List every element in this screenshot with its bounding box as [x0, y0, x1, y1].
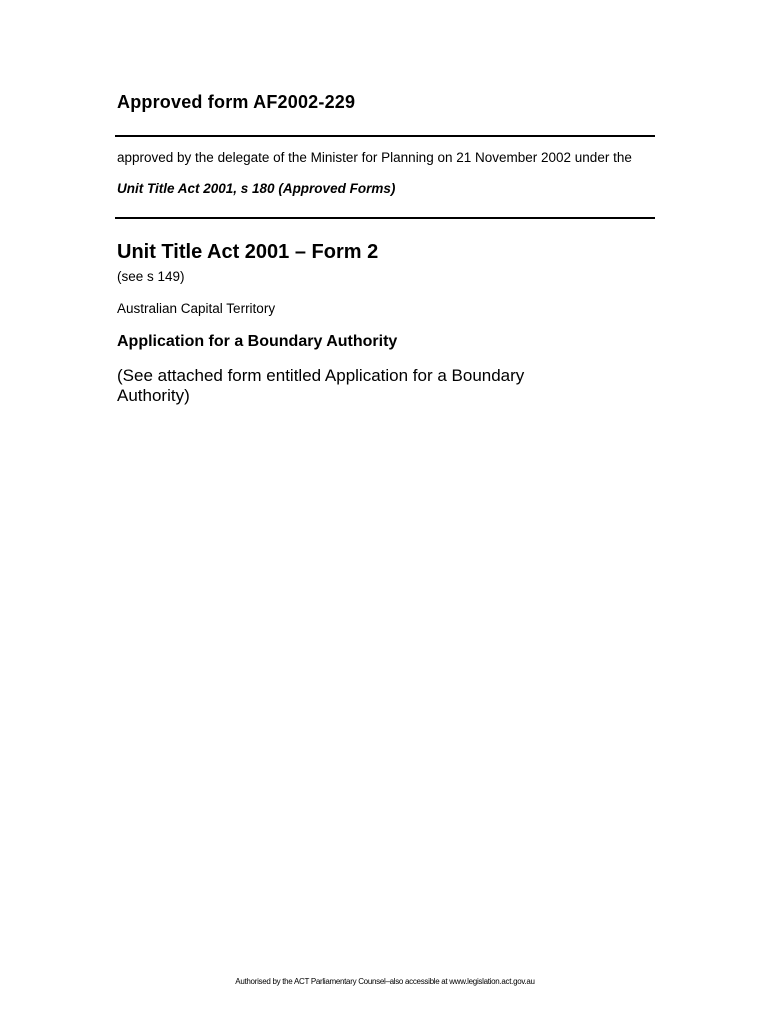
approval-statement: approved by the delegate of the Minister for Planning on 21 November 2002 under the: [117, 150, 632, 165]
approval-act-reference: Unit Title Act 2001, s 180 (Approved Forms): [117, 181, 396, 196]
section-reference: (see s 149): [117, 269, 185, 284]
footer-authorisation: Authorised by the ACT Parliamentary Counsel–also accessible at www.legislation.act.gov.au: [235, 977, 535, 986]
document-content: [117, 90, 655, 406]
form-title: Approved form AF2002-229: [117, 92, 356, 112]
attached-form-note: (See attached form entitled Application for a Boundary Authority): [117, 366, 525, 405]
top-divider: [115, 135, 655, 137]
middle-divider: [115, 217, 655, 219]
territory-name: Australian Capital Territory: [117, 301, 276, 316]
act-heading: Unit Title Act 2001 – Form 2: [117, 241, 379, 263]
application-heading: Application for a Boundary Authority: [117, 333, 398, 350]
